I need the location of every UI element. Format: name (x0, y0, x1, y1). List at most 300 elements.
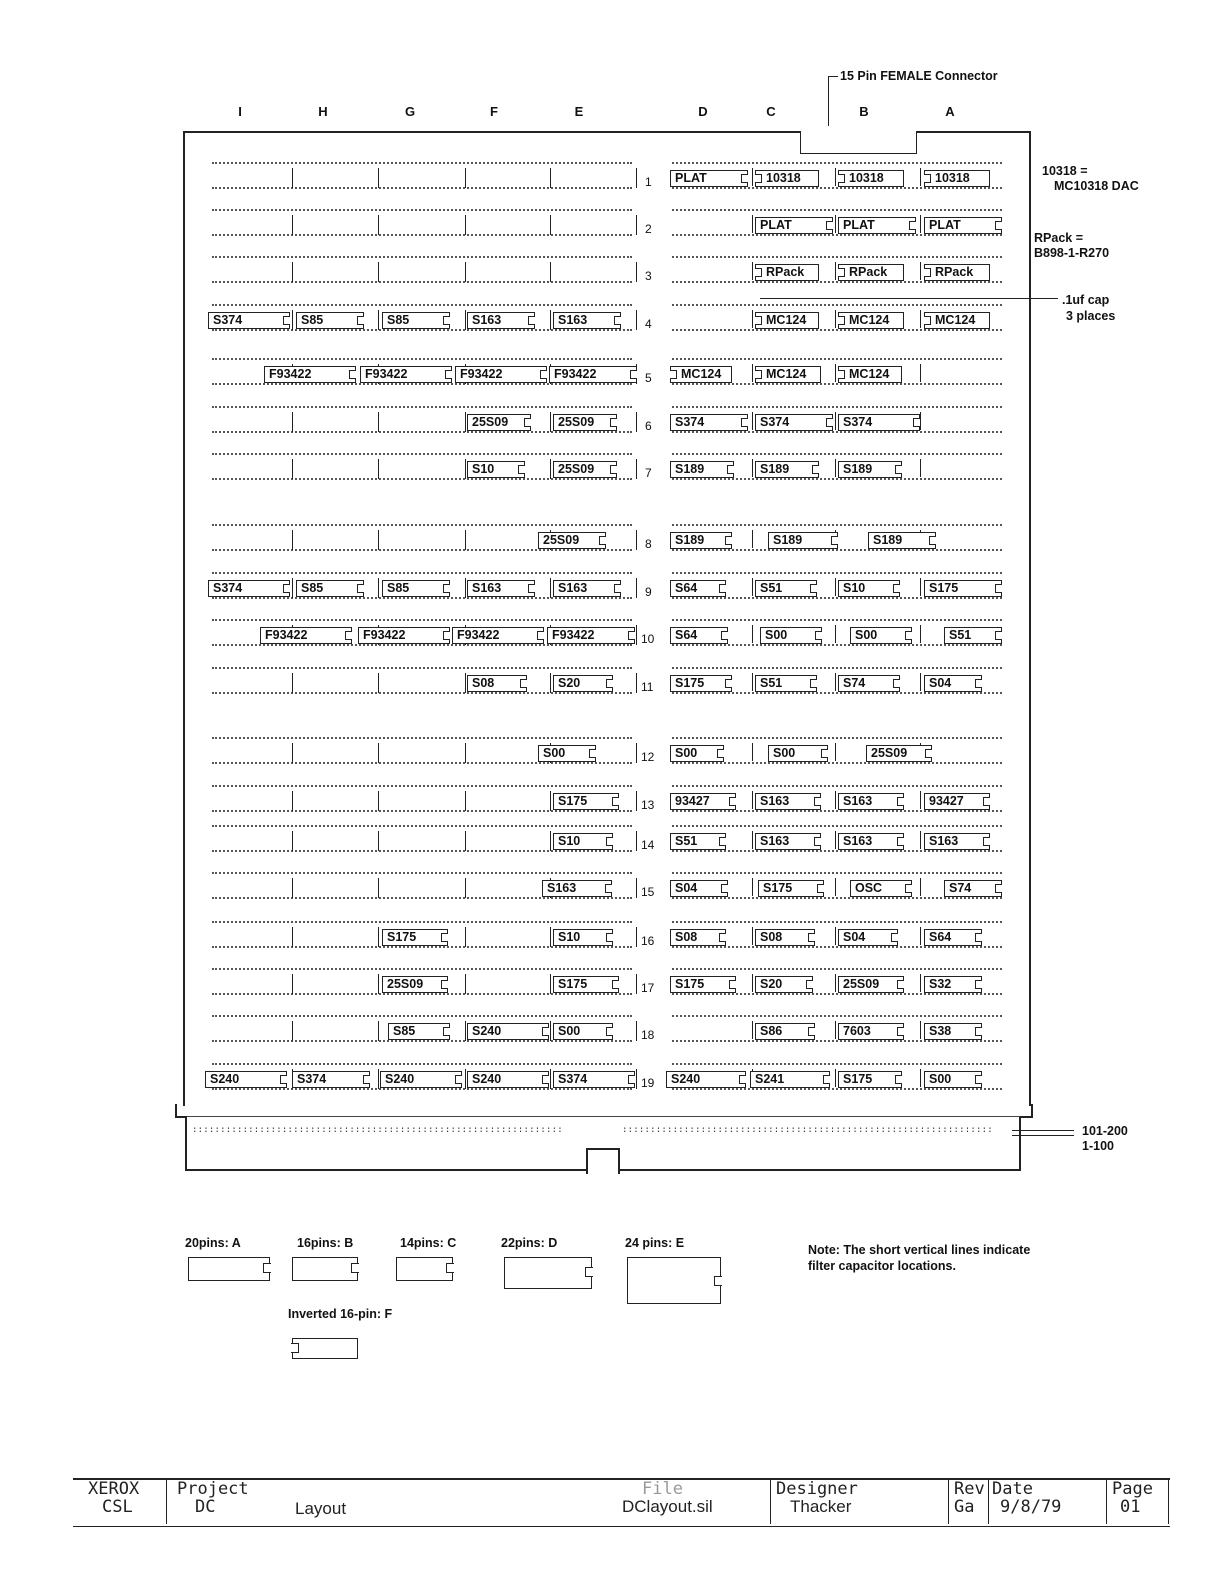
filter-capacitor-line (636, 927, 637, 947)
pin-dots (212, 946, 632, 948)
ic-chip (549, 366, 637, 383)
board-corner-left (175, 1104, 187, 1118)
pin-dots (672, 478, 1002, 480)
ic-chip-label: S32 (929, 977, 952, 991)
filter-capacitor-line (920, 831, 921, 849)
pin-dots (672, 358, 1002, 360)
ic-chip (670, 745, 724, 762)
ic-chip (553, 793, 619, 810)
ic-chip-label: 25S09 (843, 977, 880, 991)
pin-dots (212, 524, 632, 526)
ic-chip (755, 833, 821, 850)
pin-dots (212, 162, 632, 164)
ic-chip (924, 793, 990, 810)
ic-chip (208, 312, 290, 329)
ic-chip-label: S374 (675, 415, 705, 429)
filter-capacitor-line (292, 459, 293, 479)
ic-chip-label: S00 (773, 746, 796, 760)
ic-chip-label: OSC (855, 881, 883, 895)
filter-capacitor-line (550, 412, 551, 432)
filter-capacitor-line (920, 673, 921, 691)
ic-chip-label: S374 (558, 1072, 588, 1086)
filter-capacitor-line (465, 831, 466, 851)
column-label-F: F (490, 104, 498, 119)
ic-chip (553, 976, 619, 993)
ic-chip-label: S175 (675, 977, 705, 991)
pin-dots (672, 234, 1002, 236)
ic-chip-label: S38 (929, 1024, 952, 1038)
filter-capacitor-line (835, 831, 836, 849)
row-number: 13 (641, 798, 655, 812)
ic-chip-label: S163 (843, 834, 873, 848)
ic-chip-label: S163 (472, 313, 502, 327)
ic-chip (388, 1023, 450, 1040)
filter-capacitor-line (835, 625, 836, 643)
pin-dots (212, 921, 632, 923)
ic-chip (944, 880, 1002, 897)
pins-leader-1 (1012, 1130, 1074, 1131)
pin-dots (212, 572, 632, 574)
ic-chip-label: 10318 (766, 171, 801, 185)
column-label-G: G (404, 104, 416, 119)
filter-capacitor-line (465, 927, 466, 947)
ic-chip (670, 675, 732, 692)
ic-chip (542, 880, 612, 897)
filter-capacitor-line (550, 459, 551, 479)
ic-chip-label: S189 (675, 462, 705, 476)
row-number: 4 (645, 317, 652, 331)
pin-dots (212, 667, 632, 669)
ic-chip (382, 976, 448, 993)
ic-chip-label: S74 (843, 676, 866, 690)
ic-chip-label: S163 (558, 313, 588, 327)
ic-chip (755, 414, 833, 431)
ic-chip-label: S08 (760, 930, 783, 944)
ic-chip-label: F93422 (265, 628, 308, 642)
ic-chip-label: 25S09 (558, 462, 595, 476)
pin-dots (212, 897, 632, 899)
ic-chip (838, 976, 904, 993)
row-number: 1 (645, 175, 652, 189)
ic-chip-label: S10 (843, 581, 866, 595)
filter-capacitor-line (636, 1069, 637, 1089)
title-page: Page 01 (1112, 1479, 1153, 1517)
ic-chip (838, 170, 904, 187)
ic-chip-label: 25S09 (543, 533, 580, 547)
ic-chip-label: F93422 (269, 367, 312, 381)
ic-chip (924, 1071, 982, 1088)
legend-label-a: 20pins: A (185, 1236, 241, 1250)
filter-capacitor-line (465, 578, 466, 598)
pin-dots (212, 872, 632, 874)
ic-chip-label: F93422 (552, 628, 595, 642)
filter-capacitor-line (378, 530, 379, 550)
filter-capacitor-line (550, 262, 551, 282)
filter-capacitor-line (835, 412, 836, 430)
ic-chip (838, 264, 904, 281)
ic-chip (467, 461, 525, 478)
filter-capacitor-line (752, 578, 753, 596)
ic-chip-label: S189 (843, 462, 873, 476)
row-number: 5 (645, 371, 652, 385)
ic-chip (296, 580, 364, 597)
filter-capacitor-line (636, 878, 637, 898)
title-divider-1 (166, 1480, 167, 1524)
ic-chip (382, 312, 450, 329)
ic-chip-label: S85 (301, 581, 324, 595)
ic-chip-label: S175 (558, 794, 588, 808)
filter-capacitor-line (636, 673, 637, 693)
column-label-I: I (238, 104, 242, 119)
filter-capacitor-line (920, 459, 921, 477)
ic-chip (670, 532, 732, 549)
ic-chip (264, 366, 356, 383)
ic-chip (358, 627, 450, 644)
pin-dots (212, 597, 632, 599)
pin-dots (212, 329, 632, 331)
ic-chip-label: F93422 (554, 367, 597, 381)
row-number: 16 (641, 934, 655, 948)
legend-package-c (396, 1257, 453, 1281)
ic-chip-label: S175 (558, 977, 588, 991)
pin-dots (212, 644, 632, 646)
title-divider-5 (1106, 1480, 1107, 1524)
pin-dots (672, 256, 1002, 258)
ic-chip-label: S10 (472, 462, 495, 476)
title-date: Date 9/8/79 (992, 1479, 1062, 1517)
ic-chip-label: S175 (763, 881, 793, 895)
ic-chip (205, 1071, 287, 1088)
pin-dots (212, 453, 632, 455)
ic-chip-label: S374 (213, 581, 243, 595)
ic-chip (924, 675, 982, 692)
filter-capacitor-line (752, 743, 753, 761)
filter-capacitor-line (752, 364, 753, 382)
title-block-bottom-rule (73, 1526, 1170, 1527)
pin-dots (212, 968, 632, 970)
column-label-E: E (574, 104, 584, 119)
ic-chip (670, 414, 748, 431)
ic-chip-label: S163 (472, 581, 502, 595)
filter-capacitor-line (920, 878, 921, 896)
row-number: 17 (641, 981, 655, 995)
ic-chip-label: S08 (675, 930, 698, 944)
title-divider-4 (988, 1480, 989, 1524)
legend-label-e: 24 pins: E (625, 1236, 685, 1250)
column-label-C: C (766, 104, 776, 119)
row-number: 3 (645, 269, 652, 283)
ic-chip-label: S85 (387, 581, 410, 595)
pin-dots (212, 358, 632, 360)
ic-chip-label: S163 (558, 581, 588, 595)
legend-package-e (627, 1257, 721, 1304)
pin-dots (672, 897, 1002, 899)
pin-dots (212, 187, 632, 189)
pin-dots (672, 209, 1002, 211)
filter-capacitor-line (920, 262, 921, 280)
ic-chip (838, 1071, 902, 1088)
ic-chip-label: 93427 (675, 794, 710, 808)
filter-capacitor-line (636, 215, 637, 235)
filter-capacitor-line (550, 578, 551, 598)
filter-capacitor-line (550, 791, 551, 811)
ic-chip-label: S04 (675, 881, 698, 895)
filter-capacitor-line (292, 530, 293, 550)
ic-chip (260, 627, 352, 644)
filter-capacitor-line (378, 459, 379, 479)
ic-chip-label: PLAT (843, 218, 875, 232)
connector-label: 15 Pin FEMALE Connector (840, 69, 998, 83)
pin-dots (212, 1040, 632, 1042)
pin-dots (212, 619, 632, 621)
filter-capacitor-line (920, 974, 921, 992)
pin-dots (672, 946, 1002, 948)
filter-capacitor-line (636, 1021, 637, 1041)
ic-chip-label: S163 (760, 834, 790, 848)
ic-chip-label: S04 (843, 930, 866, 944)
filter-capacitor-line (752, 1021, 753, 1039)
ic-chip-label: S20 (760, 977, 783, 991)
filter-capacitor-line (835, 791, 836, 809)
ic-chip (758, 880, 824, 897)
pin-dots (672, 1015, 1002, 1017)
pin-dots (212, 762, 632, 764)
pin-dots (672, 968, 1002, 970)
row-number: 15 (641, 885, 655, 899)
pin-dots (672, 737, 1002, 739)
pin-dots (212, 993, 632, 995)
title-project: Project DC (177, 1479, 249, 1517)
ic-chip-label: S00 (929, 1072, 952, 1086)
pin-dots (672, 644, 1002, 646)
filter-capacitor-line (636, 974, 637, 994)
filter-capacitor-line (752, 927, 753, 945)
filter-capacitor-line (835, 743, 836, 761)
filter-capacitor-line (920, 1069, 921, 1087)
row-number: 6 (645, 419, 652, 433)
ic-chip-label: S240 (385, 1072, 415, 1086)
edge-pins-left: :::::::::::::::::::::::::::::::::::::::::::::::::::::::::::::::::: (192, 1127, 563, 1135)
filter-capacitor-line (752, 974, 753, 992)
filter-capacitor-line (920, 927, 921, 945)
ic-chip-label: S85 (393, 1024, 416, 1038)
filter-capacitor-line (465, 262, 466, 282)
pin-dots (212, 478, 632, 480)
pin-dots (672, 692, 1002, 694)
column-label-A: A (945, 104, 955, 119)
title-company: XEROX CSL (88, 1479, 140, 1517)
filter-capacitor-line (752, 791, 753, 809)
filter-capacitor-line (292, 310, 293, 330)
pin-dots (212, 549, 632, 551)
row-number: 10 (641, 632, 655, 646)
filter-capacitor-line (292, 578, 293, 598)
ic-chip-label: S00 (558, 1024, 581, 1038)
ic-chip (868, 532, 936, 549)
connector-leader (828, 76, 829, 126)
pin-dots (672, 762, 1002, 764)
ic-chip-label: MC124 (849, 367, 890, 381)
ic-chip-label: PLAT (929, 218, 961, 232)
ic-chip-label: S374 (843, 415, 873, 429)
ic-chip-label: S163 (929, 834, 959, 848)
ic-chip-label: S241 (755, 1072, 785, 1086)
ic-chip-label: F93422 (460, 367, 503, 381)
ic-chip (924, 833, 990, 850)
ic-chip-label: S374 (297, 1072, 327, 1086)
ic-chip-label: S08 (472, 676, 495, 690)
ic-chip-label: S20 (558, 676, 581, 690)
legend-label-f: Inverted 16-pin: F (288, 1307, 393, 1321)
ic-chip (838, 312, 904, 329)
filter-capacitor-line (292, 743, 293, 763)
column-label-B: B (859, 104, 869, 119)
ic-chip-label: S74 (949, 881, 972, 895)
note-pins-1: 101-200 (1082, 1124, 1128, 1138)
filter-capacitor-line (920, 625, 921, 643)
title-divider-2 (770, 1480, 771, 1524)
filter-capacitor-line (636, 310, 637, 330)
ic-chip (944, 627, 1002, 644)
pin-dots (672, 304, 1002, 306)
note-capacitor-1: Note: The short vertical lines indicate (808, 1243, 1031, 1257)
pin-dots (212, 1063, 632, 1065)
pin-dots (212, 406, 632, 408)
note-pins-2: 1-100 (1082, 1139, 1114, 1153)
ic-chip-label: MC124 (681, 367, 722, 381)
filter-capacitor-line (378, 262, 379, 282)
ic-chip-label: F93422 (457, 628, 500, 642)
ic-chip (467, 580, 535, 597)
ic-chip (866, 745, 932, 762)
filter-capacitor-line (835, 262, 836, 280)
ic-chip-label: S175 (675, 676, 705, 690)
legend-package-d (504, 1257, 592, 1289)
ic-chip (924, 170, 990, 187)
filter-capacitor-line (835, 1021, 836, 1039)
filter-capacitor-line (920, 1021, 921, 1039)
ic-chip (467, 1023, 549, 1040)
ic-chip (838, 414, 920, 431)
pin-dots (212, 383, 632, 385)
filter-capacitor-line (752, 459, 753, 477)
ic-chip (924, 929, 982, 946)
connector-leader-h (828, 76, 838, 77)
filter-capacitor-line (292, 215, 293, 235)
ic-chip-label: S51 (675, 834, 698, 848)
pin-dots (672, 921, 1002, 923)
pin-dots (672, 619, 1002, 621)
ic-chip (455, 366, 547, 383)
filter-capacitor-line (378, 168, 379, 188)
ic-chip-label: S374 (760, 415, 790, 429)
filter-capacitor-line (550, 1069, 551, 1089)
filter-capacitor-line (752, 530, 753, 548)
ic-chip (838, 366, 902, 383)
filter-capacitor-line (465, 878, 466, 898)
filter-capacitor-line (378, 1069, 379, 1089)
ic-chip-label: S64 (675, 628, 698, 642)
ic-chip (467, 312, 535, 329)
ic-chip (755, 312, 819, 329)
filter-capacitor-line (752, 878, 753, 896)
filter-capacitor-line (920, 168, 921, 186)
filter-capacitor-line (835, 168, 836, 186)
ic-chip-label: 25S09 (472, 415, 509, 429)
ic-chip-label: S10 (558, 930, 581, 944)
ic-chip (755, 461, 819, 478)
ic-chip-label: S00 (543, 746, 566, 760)
filter-capacitor-line (920, 578, 921, 596)
ic-chip (755, 976, 813, 993)
ic-chip (670, 170, 748, 187)
pin-dots (672, 406, 1002, 408)
filter-capacitor-line (752, 625, 753, 643)
filter-capacitor-line (636, 831, 637, 851)
filter-capacitor-line (292, 412, 293, 432)
pin-dots (212, 737, 632, 739)
ic-chip-label: S10 (558, 834, 581, 848)
row-number: 2 (645, 222, 652, 236)
ic-chip (296, 312, 364, 329)
legend-package-f (292, 1338, 358, 1359)
note-capacitor-2: filter capacitor locations. (808, 1259, 956, 1273)
ic-chip-label: S163 (843, 794, 873, 808)
filter-capacitor-line (550, 1021, 551, 1041)
pin-dots (672, 1063, 1002, 1065)
pin-dots (672, 872, 1002, 874)
pin-dots (672, 187, 1002, 189)
row-number: 11 (641, 680, 654, 694)
filter-capacitor-line (920, 215, 921, 233)
ic-chip (838, 793, 904, 810)
column-label-H: H (318, 104, 328, 119)
column-label-D: D (698, 104, 708, 119)
ic-chip-label: S00 (765, 628, 788, 642)
filter-capacitor-line (378, 673, 379, 693)
ic-chip (924, 264, 990, 281)
filter-capacitor-line (378, 412, 379, 432)
ic-chip (670, 580, 726, 597)
ic-chip-label: RPack (766, 265, 805, 279)
pin-dots (672, 1088, 1002, 1090)
ic-chip (838, 675, 900, 692)
ic-chip-label: S240 (472, 1024, 502, 1038)
ic-chip (838, 580, 900, 597)
pin-dots (672, 453, 1002, 455)
ic-chip-label: S374 (213, 313, 243, 327)
filter-capacitor-line (292, 927, 293, 947)
ic-chip-label: 25S09 (871, 746, 908, 760)
note-dac-1: 10318 = (1042, 164, 1088, 178)
legend-label-d: 22pins: D (501, 1236, 558, 1250)
ic-chip (768, 745, 828, 762)
ic-chip (838, 217, 916, 234)
filter-capacitor-line (465, 974, 466, 994)
filter-capacitor-line (920, 364, 921, 382)
connector-15-pin (800, 131, 917, 154)
ic-chip-label: MC124 (935, 313, 976, 327)
ic-chip-label: S51 (949, 628, 972, 642)
ic-chip (670, 461, 734, 478)
pin-dots (212, 1015, 632, 1017)
note-cap-2: 3 places (1066, 309, 1116, 323)
filter-capacitor-line (292, 262, 293, 282)
note-dac-2: MC10318 DAC (1054, 179, 1139, 193)
ic-chip-label: S240 (472, 1072, 502, 1086)
ic-chip-label: F93422 (365, 367, 408, 381)
ic-chip (553, 312, 621, 329)
